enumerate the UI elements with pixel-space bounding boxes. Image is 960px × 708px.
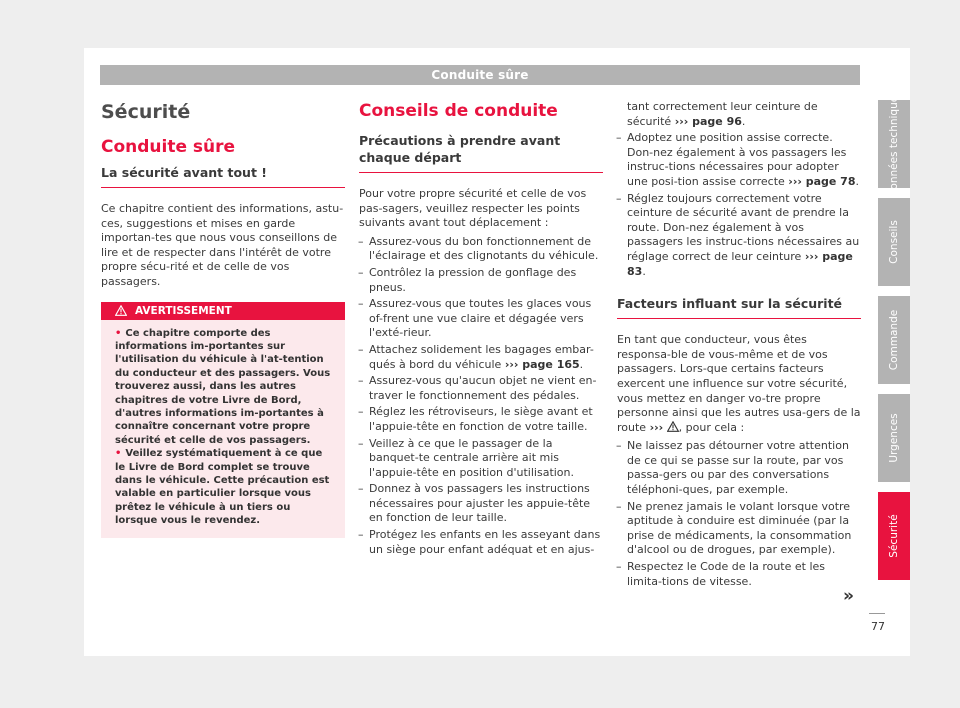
tab-donnees-techniques[interactable] (878, 90, 910, 198)
page-reference-link[interactable]: ››› page 96 (674, 114, 742, 128)
tab-label: Urgences (888, 413, 900, 463)
chapter-title: Sécurité (101, 101, 191, 123)
tab-label: Conseils (888, 220, 900, 264)
warning-item-text: Ce chapitre comporte des informations im-portantes sur l'utilisation du véhicule à l'at-tention du conducteur et des passagers. Vous trouverez aussi, dans les autres chapitres de votre Livre de Bord, d'autres informations im-portantes à connaître concernant votre propre sécurité et celle de vos passagers. (115, 327, 331, 446)
page-reference-link[interactable]: ››› page 78 (788, 174, 856, 188)
warning-reference-link[interactable]: ››› (649, 420, 664, 434)
list-item: – Assurez-vous qu'aucun objet ne vient en-traver le fonctionnement des pédales. (359, 374, 603, 403)
continued-marker: » (843, 586, 854, 606)
subsection-title: Facteurs influant sur la sécurité (617, 296, 843, 312)
list-item: – Réglez les rétroviseurs, le siège avant et l'appuie-tête en fonction de votre taille. (359, 405, 603, 434)
list-item: – Réglez toujours correctement votre ceinture de sécurité avant de prendre la route. Don-nez également à vos passagers les instruc-tions nécessaires au réglage correct de leur ceinture ››› page 83. (617, 192, 861, 280)
list-item: – Assurez-vous du bon fonctionnement de l'éclairage et des clignotants du véhicule. (359, 235, 603, 264)
warning-body (101, 320, 345, 528)
checklist (359, 235, 603, 557)
warning-item (115, 447, 335, 527)
section-rule (101, 187, 345, 188)
tab-label: Sécurité (888, 514, 900, 558)
bullet-icon: • (115, 327, 122, 339)
list-item: – Assurez-vous que toutes les glaces vous of-frent une vue claire et dégagée vers l'exté-rieur. (359, 297, 603, 341)
intro-paragraph: En tant que conducteur, vous êtes responsa-ble de vous-même et de vos passagers. Lors-que certains facteurs exercent une influence sur votre sécurité, vous mettez en danger vo-tre propre personne ainsi que les autres usa-gers de la route ››› , pour cela : (617, 333, 861, 434)
list-item: – Contrôlez la pression de gonflage des pneus. (359, 266, 603, 295)
page-reference-link[interactable]: ››› page 83 (627, 249, 853, 278)
tab-label: Commande (888, 309, 900, 371)
list-item: – Adoptez une position assise correcte. Don-nez également à vos passagers les instruc-tions nécessaires pour adopter une posi-tion assise correcte ››› page 78. (617, 131, 861, 189)
intro-paragraph: Ce chapitre contient des informations, astu-ces, suggestions et mises en garde importan-tes que nous vous conseillons de lire et de respecter dans l'intérêt de votre propre sécu-rité et de celle de vos passagers. (101, 202, 344, 288)
section-rule (617, 318, 861, 319)
tab-conseils[interactable] (878, 198, 910, 286)
warning-label: AVERTISSEMENT (135, 304, 232, 317)
bullet-icon: • (115, 448, 122, 460)
tab-commande[interactable] (878, 296, 910, 384)
warning-triangle-icon (115, 305, 127, 316)
list-item: – Donnez à vos passagers les instructions nécessaires pour ajuster les appuie-tête en fonction de leur taille. (359, 482, 603, 526)
section-rule (359, 172, 603, 173)
page-header: Conduite sûre (100, 65, 860, 85)
intro-paragraph: Pour votre propre sécurité et celle de vos pas-sagers, veuillez respecter les points suivants avant tout déplacement : (359, 187, 587, 230)
tab-urgences[interactable] (878, 394, 910, 482)
list-item: – Ne laissez pas détourner votre attention de ce qui se passe sur la route, par vos passa-gers ou par des conversations téléphoni-ques, par exemple. (617, 439, 861, 497)
column-1 (101, 100, 345, 538)
warning-item-text: Veillez systématiquement à ce que le Livre de Bord complet se trouve dans le véhicule. Cette précaution est valable en particulier lorsque vous prêtez le véhicule à un tiers ou lorsque vous le revendez. (115, 448, 330, 527)
list-item: – Attachez solidement les bagages embar-qués à bord du véhicule ››› page 165. (359, 343, 603, 372)
continued-list-item: tant correctement leur ceinture de sécurité ››› page 96. (627, 100, 818, 128)
section-heading: Conseils de conduite (359, 101, 558, 121)
tab-securite[interactable] (878, 492, 910, 580)
checklist (617, 439, 861, 589)
column-3 (617, 100, 861, 591)
warning-box (101, 302, 345, 538)
page-number-rule (869, 613, 885, 614)
warning-item (115, 327, 335, 448)
list-item: – Veillez à ce que le passager de la banquet-te centrale arrière ait mis l'appuie-tête en position d'utilisation. (359, 437, 603, 481)
section-title: La sécurité avant tout ! (101, 165, 267, 180)
list-item: – Ne prenez jamais le volant lorsque votre aptitude à conduire est diminuée (par la prise de médicaments, la consommation d'alcool ou de drogues, par exemple). (617, 500, 861, 558)
list-item: – Respectez le Code de la route et les limita-tions de vitesse. (617, 560, 861, 589)
checklist-continued (617, 131, 861, 279)
column-2 (359, 100, 603, 559)
chapter-subtitle: Conduite sûre (101, 137, 236, 157)
list-item: – Protégez les enfants en les asseyant dans un siège pour enfant adéquat et en ajus- (359, 528, 603, 557)
subsection-title: Précautions à prendre avant chaque départ (359, 133, 561, 165)
warning-header (101, 302, 345, 320)
chapter-tabs (878, 90, 910, 590)
page-reference-link[interactable]: ››› page 165 (504, 357, 580, 371)
tab-label: Données techniques (888, 90, 900, 198)
warning-triangle-icon (667, 421, 679, 432)
page-number: 77 (871, 620, 885, 633)
